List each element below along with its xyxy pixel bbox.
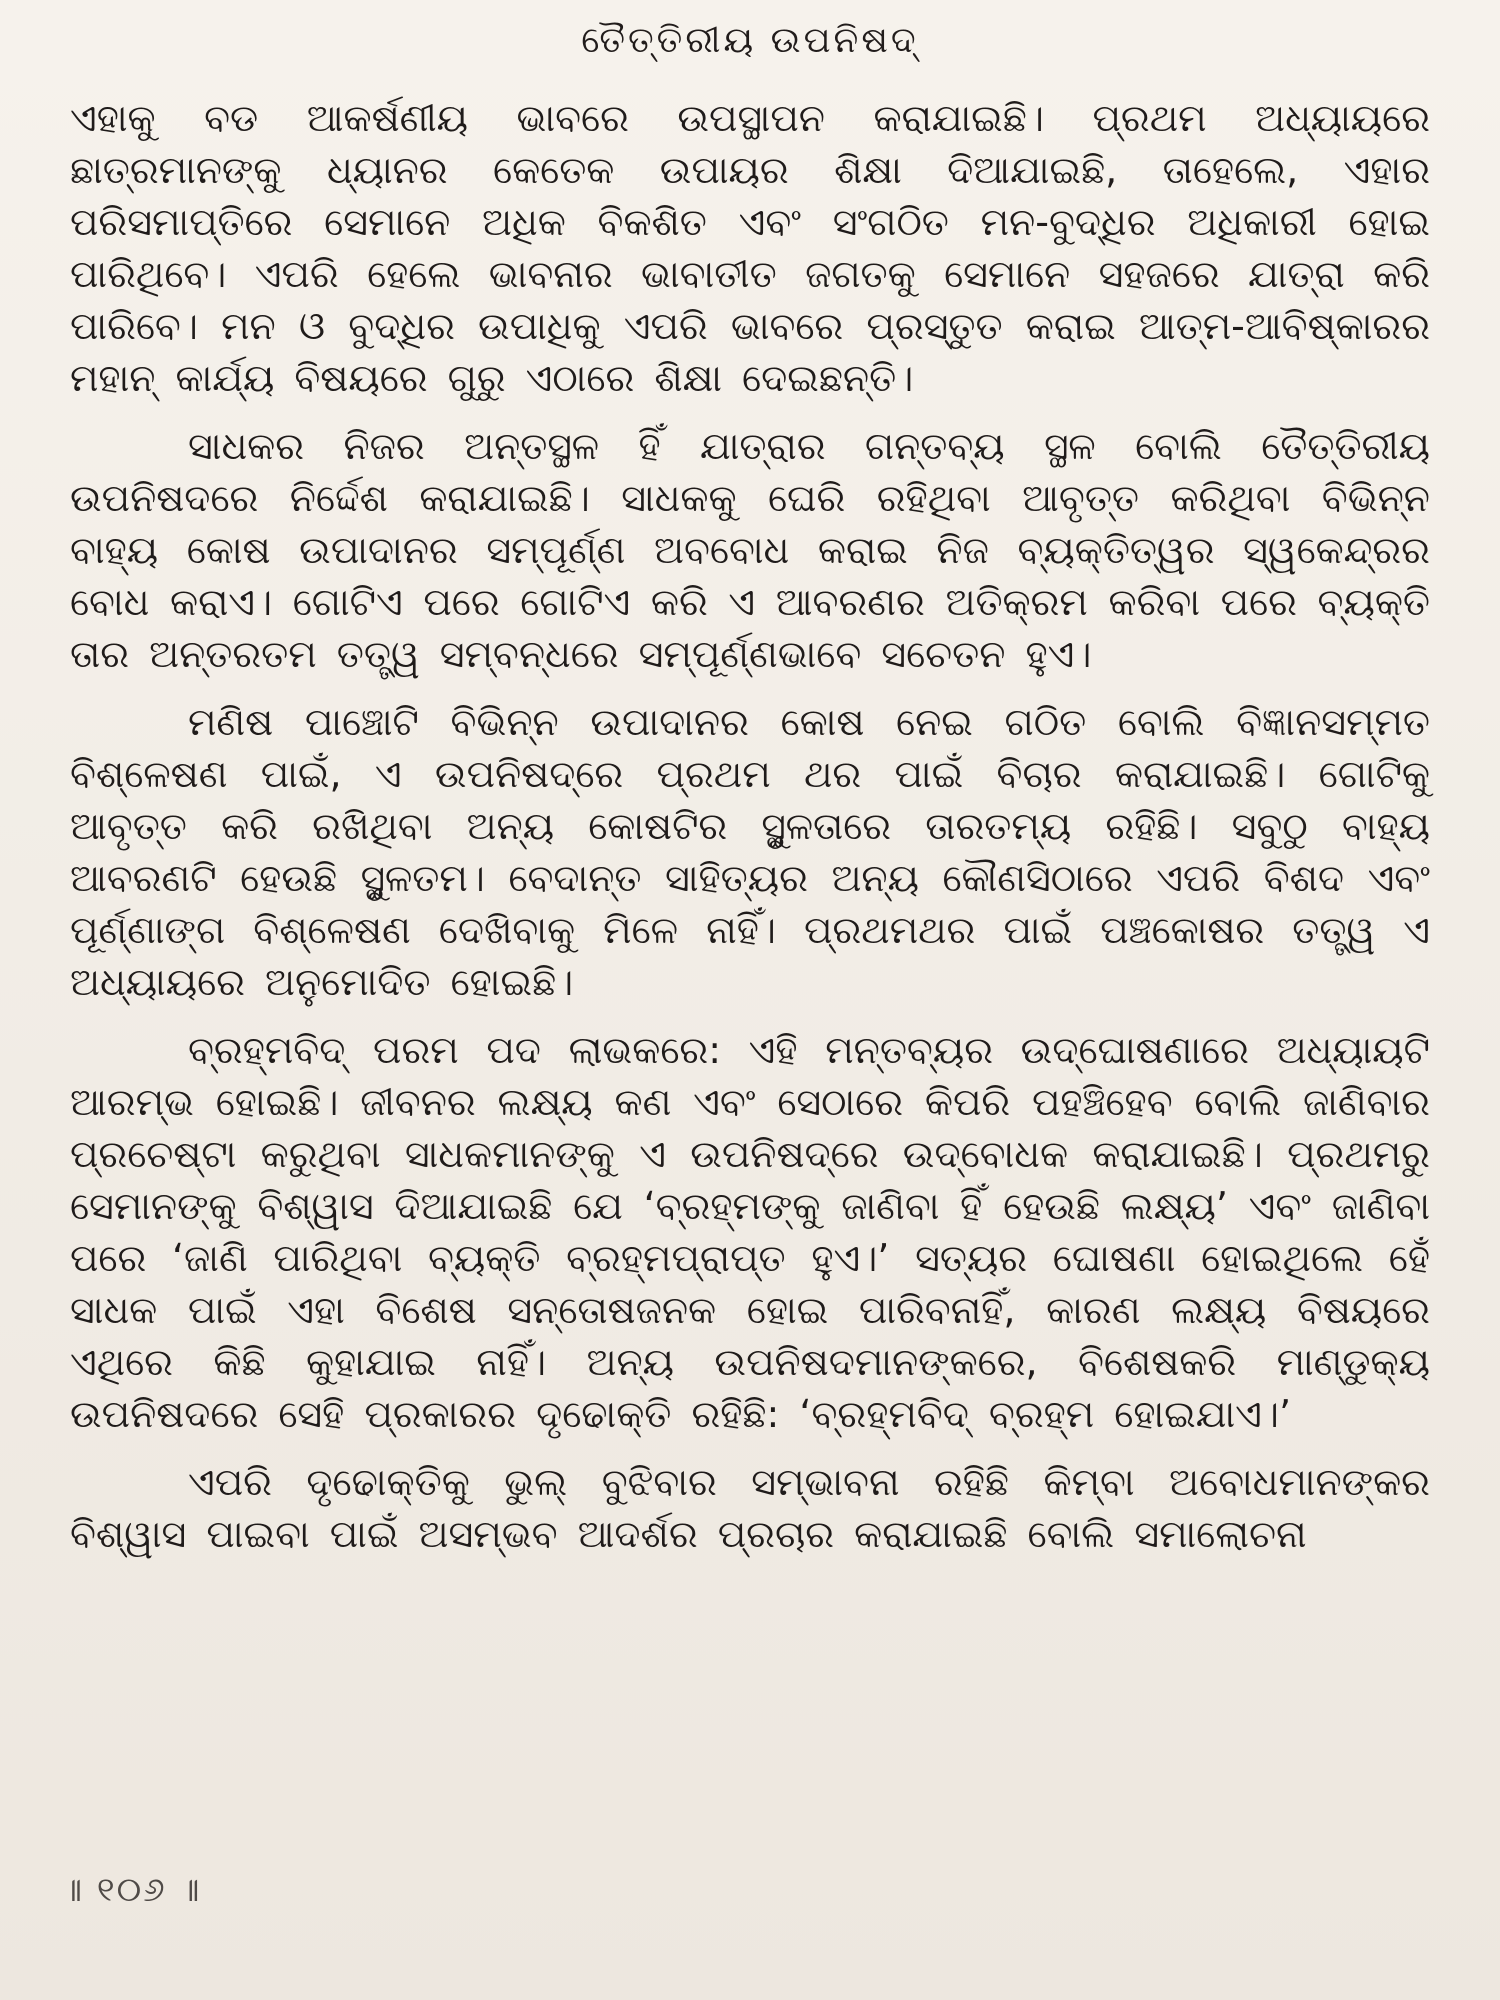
paragraph: ଏପରି ଦୃଢୋକ୍ତିକୁ ଭୁଲ୍ ବୁଝିବାର ସମ୍ଭାବନା ରହିଛି କିମ୍ବା ଅବୋଧମାନଙ୍କର ବିଶ୍ୱାସ ପାଇବା ପାଇଁ ଅସମ୍ଭବ ଆଦର୍ଶର ପ୍ରଚାର କରାଯାଇଛି ବୋଲି ସମାଲୋଚନା: [70, 1460, 1430, 1556]
page-title: ତୈତ୍ତିରୀୟ ଉପନିଷଦ୍: [581, 20, 919, 61]
paragraph: ଏହାକୁ ବଡ ଆକର୍ଷଣୀୟ ଭାବରେ ଉପସ୍ଥାପନ କରାଯାଇଛି। ପ୍ରଥମ ଅଧ୍ୟାୟରେ ଛାତ୍ରମାନଙ୍କୁ ଧ୍ୟାନର କେତେକ ଉପାୟର ଶିକ୍ଷା ଦିଆଯାଇଛି, ତାହେଲେ, ଏହାର ପରିସମାପ୍ତିରେ ସେମାନେ ଅଧିକ ବିକଶିତ ଏବଂ ସଂଗଠିତ ମନ-ବୁଦ୍ଧିର ଅଧିକାରୀ ହୋଇ ପାରିଥିବେ। ଏପରି ହେଲେ ଭାବନାର ଭାବାତୀତ ଜଗତକୁ ସେମାନେ ସହଜରେ ଯାତ୍ରା କରି ପାରିବେ। ମନ ଓ ବୁଦ୍ଧିର ଉପାଧିକୁ ଏପରି ଭାବରେ ପ୍ରସ୍ତୁତ କରାଇ ଆତ୍ମ-ଆବିଷ୍କାରର ମହାନ୍ କାର୍ଯ୍ୟ ବିଷୟରେ ଗୁରୁ ଏଠାରେ ଶିକ୍ଷା ଦେଇଛନ୍ତି।: [70, 96, 1430, 400]
page-number: ॥ ୧୦୬ ॥: [62, 1870, 202, 1910]
body-text: [70, 92, 1430, 1576]
paragraph: ମଣିଷ ପାଞ୍ଚୋଟି ବିଭିନ୍ନ ଉପାଦାନର କୋଷ ନେଇ ଗଠିତ ବୋଲି ବିଜ୍ଞାନସମ୍ମତ ବିଶ୍ଳେଷଣ ପାଇଁ, ଏ ଉପନିଷଦ୍‌ରେ ପ୍ରଥମ ଥର ପାଇଁ ବିଚାର କରାଯାଇଛି। ଗୋଟିକୁ ଆବୃତ୍ତ କରି ରଖିଥିବା ଅନ୍ୟ କୋଷଟିର ସ୍ଥୁଳତାରେ ତାରତମ୍ୟ ରହିଛି। ସବୁଠୁ ବାହ୍ୟ ଆବରଣଟି ହେଉଛି ସ୍ଥୁଳତମ। ବେଦାନ୍ତ ସାହିତ୍ୟର ଅନ୍ୟ କୌଣସିଠାରେ ଏପରି ବିଶଦ ଏବଂ ପୂର୍ଣ୍ଣାଙ୍ଗ ବିଶ୍ଳେଷଣ ଦେଖିବାକୁ ମିଳେ ନାହିଁ। ପ୍ରଥମଥର ପାଇଁ ପଞ୍ଚକୋଷର ତତ୍ତ୍ୱ ଏ ଅଧ୍ୟାୟରେ ଅନୁମୋଦିତ ହୋଇଛି।: [70, 700, 1430, 1004]
paragraph: ସାଧକର ନିଜର ଅନ୍ତସ୍ଥଳ ହିଁ ଯାତ୍ରାର ଗନ୍ତବ୍ୟ ସ୍ଥଳ ବୋଲି ତୈତ୍ତିରୀୟ ଉପନିଷଦରେ ନିର୍ଦ୍ଦେଶ କରାଯାଇଛି। ସାଧକକୁ ଘେରି ରହିଥିବା ଆବୃତ୍ତ କରିଥିବା ବିଭିନ୍ନ ବାହ୍ୟ କୋଷ ଉପାଦାନର ସମ୍ପୂର୍ଣ୍ଣ ଅବବୋଧ କରାଇ ନିଜ ବ୍ୟକ୍ତିତ୍ୱର ସ୍ୱକେନ୍ଦ୍ରର ବୋଧ କରାଏ। ଗୋଟିଏ ପରେ ଗୋଟିଏ କରି ଏ ଆବରଣର ଅତିକ୍ରମ କରିବା ପରେ ବ୍ୟକ୍ତି ତାର ଅନ୍ତରତମ ତତ୍ତ୍ୱ ସମ୍ବନ୍ଧରେ ସମ୍ପୂର୍ଣ୍ଣଭାବେ ସଚେତନ ହୁଏ।: [70, 424, 1430, 676]
paragraph: ବ୍ରହ୍ମବିଦ୍ ପରମ ପଦ ଲାଭକରେ: ଏହି ମନ୍ତବ୍ୟର ଉଦ୍‌ଘୋଷଣାରେ ଅଧ୍ୟାୟଟି ଆରମ୍ଭ ହୋଇଛି। ଜୀବନର ଲକ୍ଷ୍ୟ କଣ ଏବଂ ସେଠାରେ କିପରି ପହଞ୍ଚିହେବ ବୋଲି ଜାଣିବାର ପ୍ରଚେଷ୍ଟା କରୁଥିବା ସାଧକମାନଙ୍କୁ ଏ ଉପନିଷଦ୍‌ରେ ଉଦ୍‌ବୋଧକ କରାଯାଇଛି। ପ୍ରଥମରୁ ସେମାନଙ୍କୁ ବିଶ୍ୱାସ ଦିଆଯାଇଛି ଯେ ‘ବ୍ରହ୍ମଙ୍କୁ ଜାଣିବା ହିଁ ହେଉଛି ଲକ୍ଷ୍ୟ’ ଏବଂ ଜାଣିବା ପରେ ‘ଜାଣି ପାରିଥିବା ବ୍ୟକ୍ତି ବ୍ରହ୍ମପ୍ରାପ୍ତ ହୁଏ।’ ସତ୍ୟର ଘୋଷଣା ହୋଇଥିଲେ ହେଁ ସାଧକ ପାଇଁ ଏହା ବିଶେଷ ସନ୍ତୋଷଜନକ ହୋଇ ପାରିବନାହିଁ, କାରଣ ଲକ୍ଷ୍ୟ ବିଷୟରେ ଏଥିରେ କିଛି କୁହାଯାଇ ନାହିଁ। ଅନ୍ୟ ଉପନିଷଦମାନଙ୍କରେ, ବିଶେଷକରି ମାଣ୍ଡୁକ୍ୟ ଉପନିଷଦରେ ସେହି ପ୍ରକାରର ଦୃଢୋକ୍ତି ରହିଛି: ‘ବ୍ରହ୍ମବିଦ୍ ବ୍ରହ୍ମ ହୋଇଯାଏ।’: [70, 1028, 1430, 1436]
